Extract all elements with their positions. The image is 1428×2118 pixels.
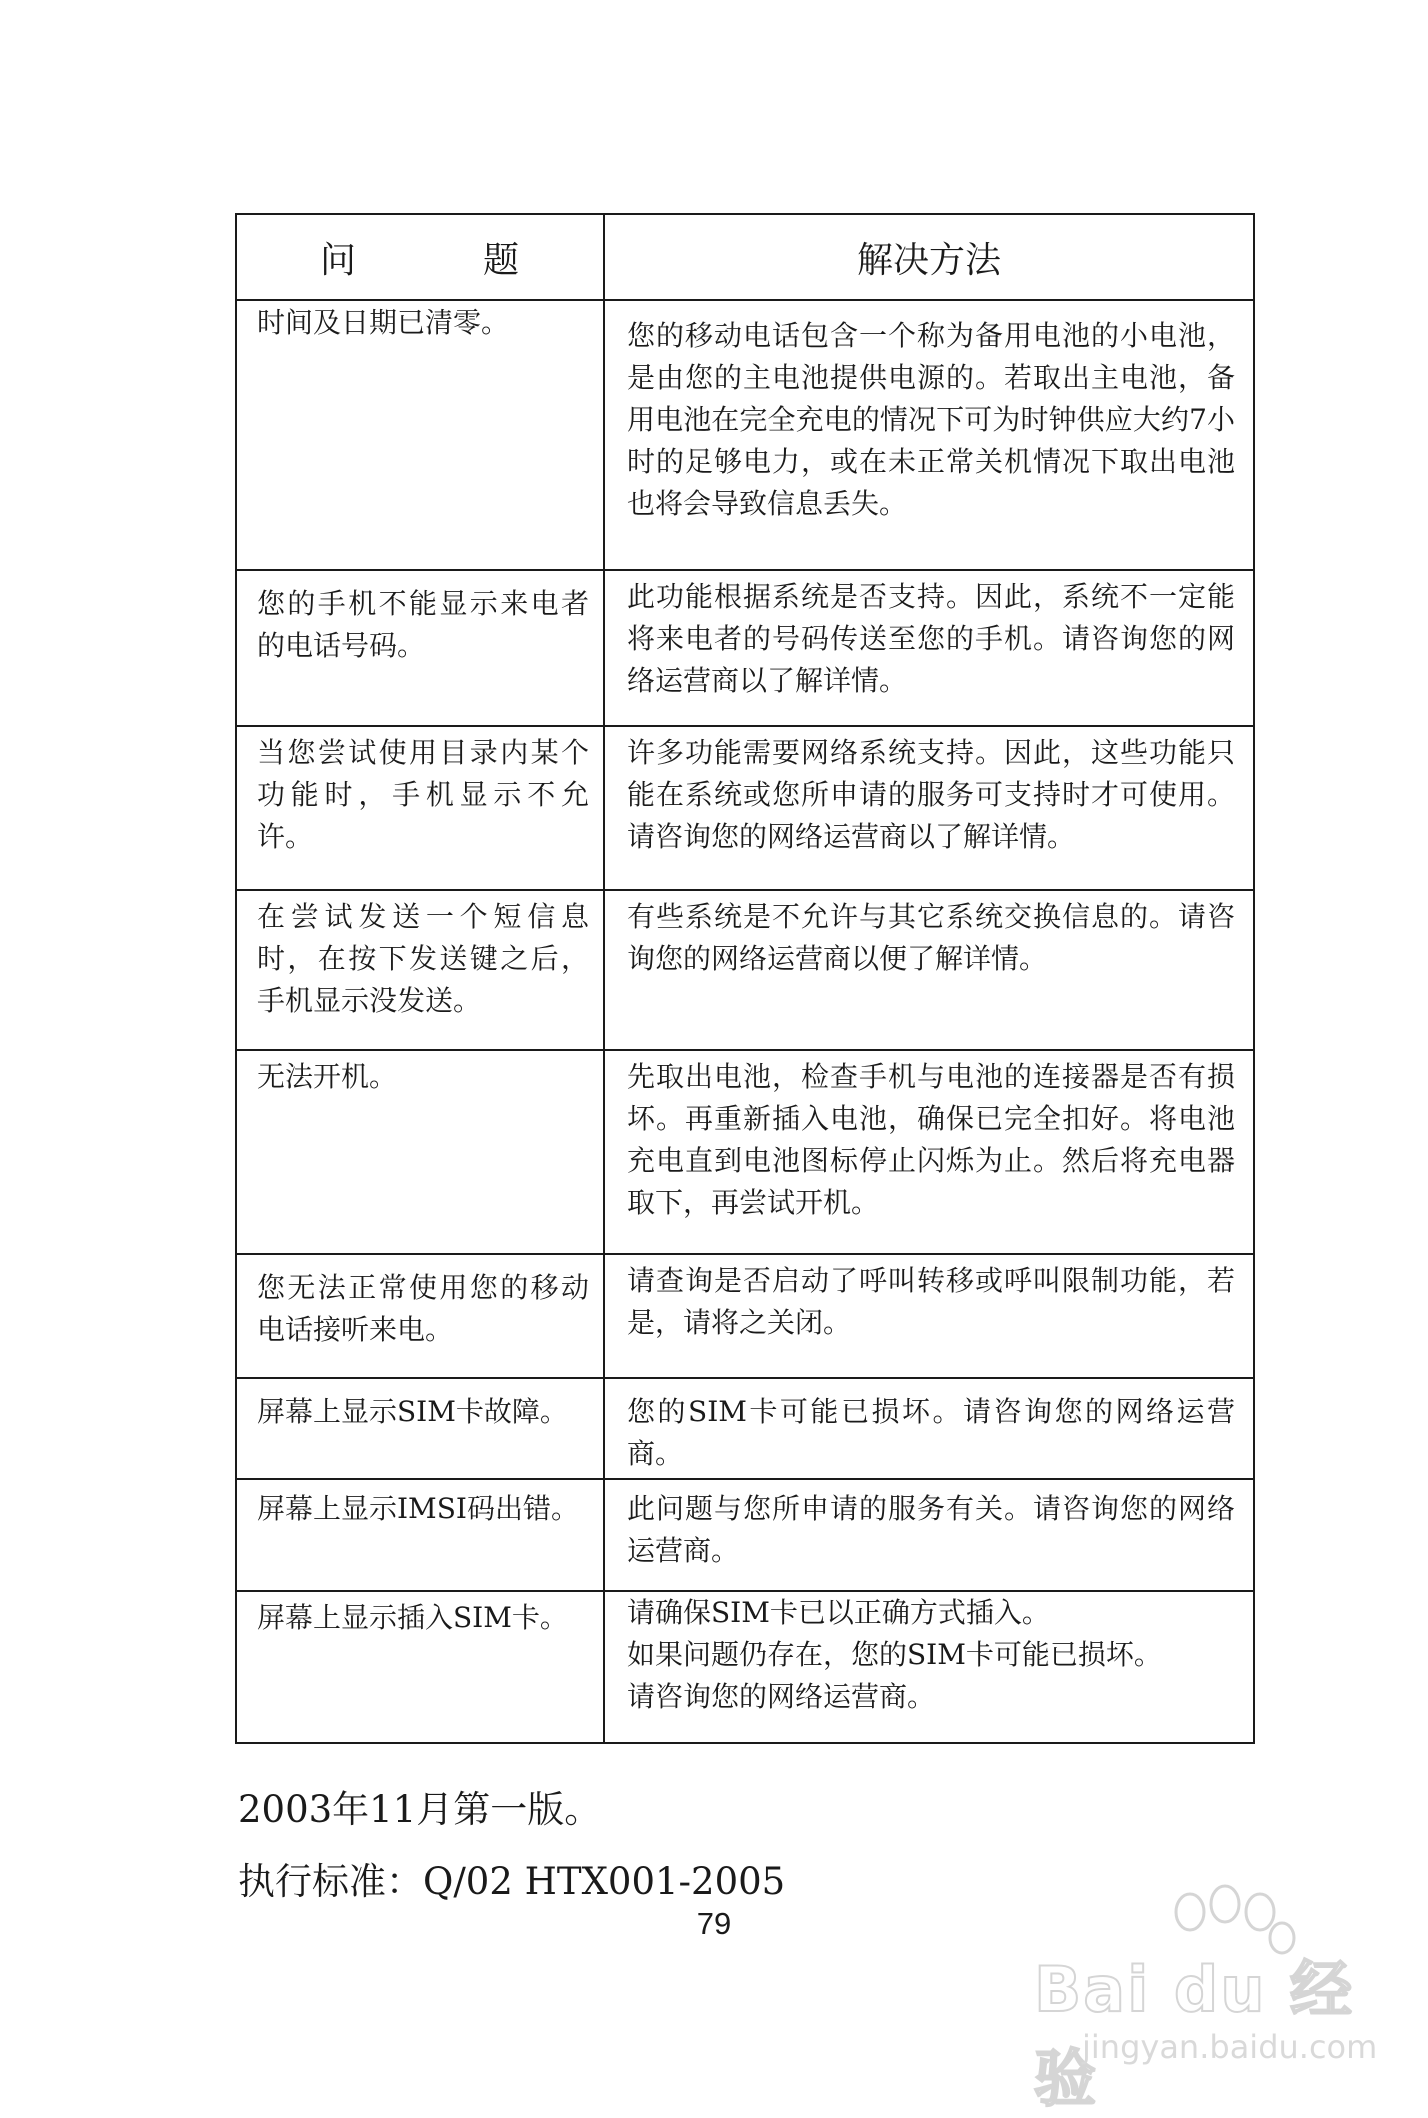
- problem-cell: 无法开机。: [236, 1050, 604, 1254]
- table-row: [236, 300, 1254, 570]
- problem-cell: 在尝试发送一个短信息时，在按下发送键之后，手机显示没发送。: [236, 890, 604, 1050]
- table-row: [236, 1050, 1254, 1254]
- problem-cell: 屏幕上显示SIM卡故障。: [236, 1378, 604, 1479]
- table-row: [236, 726, 1254, 890]
- solution-cell: 此功能根据系统是否支持。因此，系统不一定能将来电者的号码传送至您的手机。请咨询您的网络运营商以了解详情。: [604, 570, 1254, 726]
- edition-note: 2003年11月第一版。: [238, 1788, 602, 1831]
- watermark-url: jingyan.baidu.com: [1082, 2028, 1378, 2066]
- table-header-row: [236, 214, 1254, 300]
- solution-cell: 许多功能需要网络系统支持。因此，这些功能只能在系统或您所申请的服务可支持时才可使用。请咨询您的网络运营商以了解详情。: [604, 726, 1254, 890]
- watermark-brand-logo: Bai du 经验: [1034, 1953, 1355, 2115]
- solution-cell: 先取出电池，检查手机与电池的连接器是否有损坏。再重新插入电池，确保已完全扣好。将电池充电直到电池图标停止闪烁为止。然后将充电器取下，再尝试开机。: [604, 1050, 1254, 1254]
- solution-cell: 此问题与您所申请的服务有关。请咨询您的网络运营商。: [604, 1479, 1254, 1591]
- problem-cell: 屏幕上显示IMSI码出错。: [236, 1479, 604, 1591]
- problem-cell: 屏幕上显示插入SIM卡。: [236, 1591, 604, 1743]
- solution-cell: 您的移动电话包含一个称为备用电池的小电池，是由您的主电池提供电源的。若取出主电池，备用电池在完全充电的情况下可为时钟供应大约7小时的足够电力，或在未正常关机情况下取出电池也将会导致信息丢失。: [604, 300, 1254, 570]
- solution-cell: 请查询是否启动了呼叫转移或呼叫限制功能，若是，请将之关闭。: [604, 1254, 1254, 1378]
- table-row: [236, 1254, 1254, 1378]
- header-solution: 解决方法: [604, 214, 1254, 300]
- standard-note: 执行标准：Q/02 HTX001-2005: [238, 1860, 786, 1903]
- table-row: [236, 1591, 1254, 1743]
- problem-cell: 您无法正常使用您的移动电话接听来电。: [236, 1254, 604, 1378]
- baidu-jingyan-watermark: [1020, 1880, 1390, 2115]
- header-problem: [236, 214, 604, 300]
- problem-cell: 当您尝试使用目录内某个功能时，手机显示不允许。: [236, 726, 604, 890]
- header-problem-label: 问 题: [320, 239, 520, 281]
- problem-cell: 时间及日期已清零。: [236, 300, 604, 570]
- page-number: 79: [696, 1906, 732, 1941]
- troubleshooting-table: [235, 213, 1255, 1744]
- solution-cell: 您的SIM卡可能已损坏。请咨询您的网络运营商。: [604, 1378, 1254, 1479]
- table-row: [236, 890, 1254, 1050]
- problem-cell: 您的手机不能显示来电者的电话号码。: [236, 570, 604, 726]
- solution-cell: 有些系统是不允许与其它系统交换信息的。请咨询您的网络运营商以便了解详情。: [604, 890, 1254, 1050]
- table-row: [236, 570, 1254, 726]
- table-row: [236, 1378, 1254, 1479]
- solution-cell: 请确保SIM卡已以正确方式插入。 如果问题仍存在，您的SIM卡可能已损坏。 请咨询您的网络运营商。: [604, 1591, 1254, 1743]
- table-row: [236, 1479, 1254, 1591]
